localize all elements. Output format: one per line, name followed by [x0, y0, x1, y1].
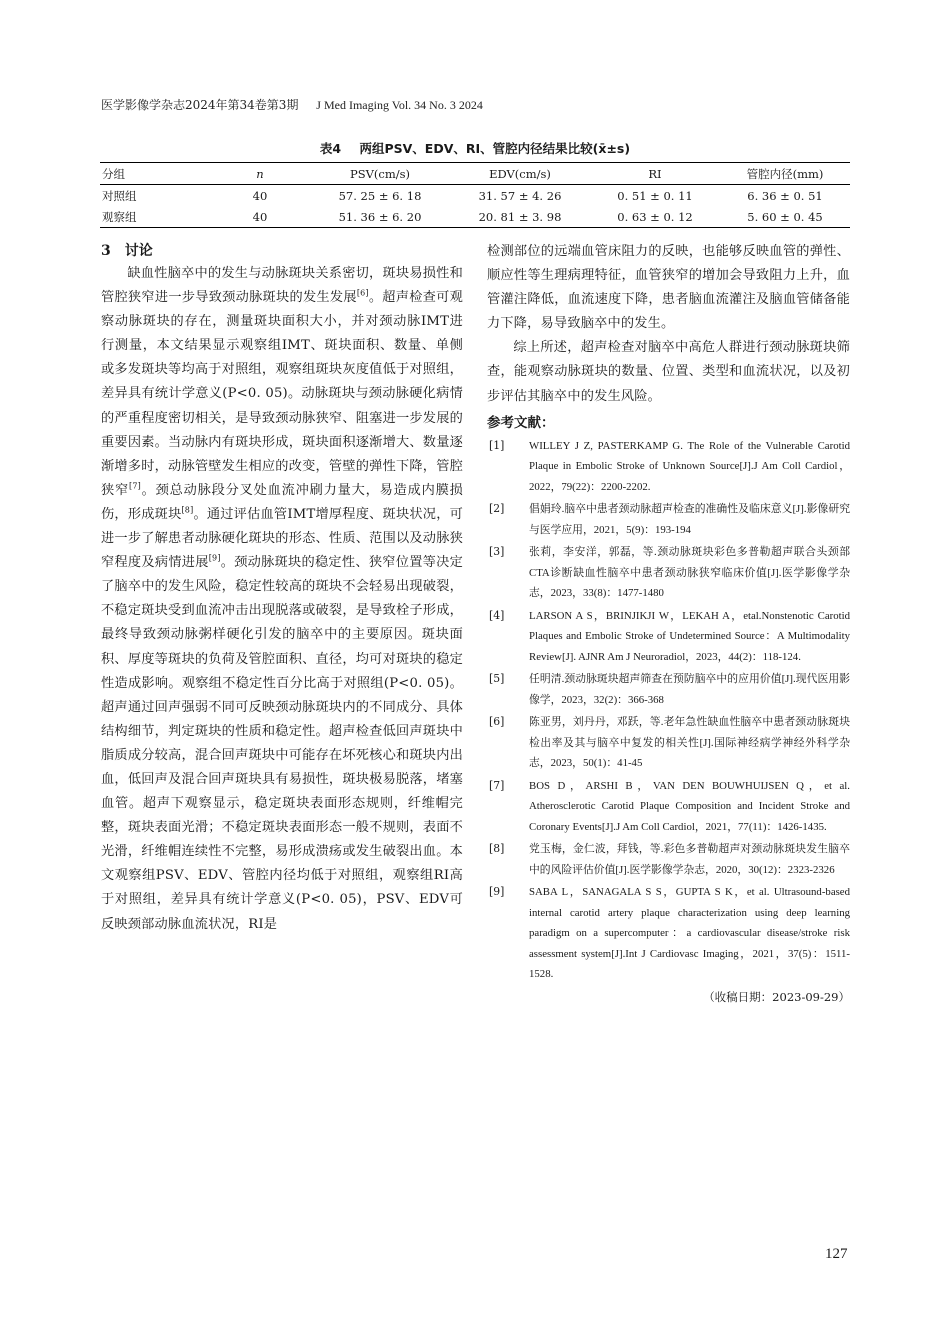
- reference-text: 张莉，李安洋，郭磊，等.颈动脉斑块彩色多普勒超声联合头颈部CTA诊断缺血性脑卒中患者颈动脉狭窄临床价值[J].医学影像学杂志，2023，33(8)：1477-1480: [529, 546, 850, 600]
- cell-edv: 20. 81 ± 3. 98: [478, 209, 562, 224]
- reference-item: [487, 606, 850, 668]
- reference-item: [487, 882, 850, 985]
- results-table: [100, 162, 850, 228]
- section-title: 讨论: [124, 243, 153, 259]
- table-caption: [0, 139, 950, 157]
- citation-ref: [9]: [208, 553, 221, 563]
- reference-text: WILLEY J Z, PASTERKAMP G. The Role of the Vulnerable Carotid Plaque in Embolic Stroke of Unknown Source[J].J Am Coll Cardiol，2022，79(22)：2200-2202.: [529, 439, 850, 493]
- left-column: [101, 240, 463, 937]
- reference-text: 陈亚男，刘丹丹，邓跃，等.老年急性缺血性脑卒中患者颈动脉斑块检出率及其与脑卒中复发的相关性[J].国际神经病学神经外科学杂志，2023，50(1)：41-45: [529, 716, 850, 770]
- reference-list: [487, 436, 850, 985]
- reference-item: [487, 542, 850, 604]
- text-run: 。超声检查可观察动脉斑块的存在，测量斑块面积大小，并对颈动脉IMT进行测量，本文结果显示观察组IMT、斑块面积、数量、单侧或多发斑块等均高于对照组，观察组斑块灰度值低于对照组，差异具有统计学意义(P<0. 05)。动脉斑块与颈动脉硬化病情的严重程度密切相关，是导致颈动脉狭窄、阻塞进一步发展的重要因素。当动脉内有斑块形成，斑块面积逐渐增大、数量逐渐增多时，动脉管壁发生相应的改变，管壁的弹性下降，管腔狭窄: [101, 290, 463, 498]
- discussion-paragraph-continued: 检测部位的远端血管床阻力的反映，也能够反映血管的弹性、顺应性等生理病理特征，血管狭窄的增加会导致阻力上升，血管灌注降低，血流速度下降，患者脑血流灌注及脑血管储备能力下降，易导致脑卒中的发生。: [487, 244, 850, 332]
- cell-psv: 57. 25 ± 6. 18: [338, 188, 422, 203]
- reference-text: 任明清.颈动脉斑块超声筛查在预防脑卒中的应用价值[J].现代医用影像学，2023，32(2)：366-368: [529, 673, 850, 706]
- reference-text: SABA L，SANAGALA S S，GUPTA S K，et al. Ultrasound-based internal carotid artery plaque characterization using deep learning paradigm on a supercomputer：a cardiovascular disease/stroke risk assessment system[J].Int J Cardiovasc Imaging，2021，37(5)：1511-1528.: [529, 886, 850, 981]
- cell-ri: 0. 51 ± 0. 11: [617, 188, 693, 203]
- col-header-lumen: 管腔内径(mm): [746, 166, 824, 181]
- col-header-psv: PSV(cm/s): [349, 166, 410, 181]
- reference-text: LARSON A S，BRINJIKJI W，LEKAH A，etal.Nonstenotic Carotid Plaques and Embolic Stroke of Undetermined Source：A Multimodality Review[J]. AJNR Am J Neuroradiol，2023，44(2)：118-124.: [529, 609, 850, 663]
- table-header-row: [100, 163, 850, 185]
- col-header-edv: EDV(cm/s): [489, 166, 551, 181]
- cell-ri: 0. 63 ± 0. 12: [617, 209, 693, 224]
- citation-ref: [8]: [181, 505, 194, 515]
- text-run: 。通过评估血管IMT增厚程度、斑块状况，可进一步了解患者动脉硬化斑块的形态、性质、范围以及动脉狭窄程度及病情进展: [101, 506, 463, 571]
- journal-title-en: J Med Imaging Vol. 34 No. 3 2024: [316, 98, 483, 112]
- citation-ref: [7]: [129, 481, 141, 491]
- reference-text: 倡娟玲.脑卒中患者颈动脉超声检查的准确性及临床意义[J].影像研究与医学应用，2021，5(9)：193-194: [529, 503, 850, 536]
- reference-item: [487, 436, 850, 498]
- reference-number: [2]: [489, 502, 505, 516]
- cell-lumen: 6. 36 ± 0. 51: [747, 188, 823, 203]
- reference-item: [487, 669, 850, 710]
- col-header-group: 分组: [102, 166, 125, 181]
- table-label: 表4: [319, 141, 342, 156]
- reference-text: BOS D，ARSHI B，VAN DEN BOUWHUIJSEN Q，et al. Atherosclerotic Carotid Plaque Composition and Incident Stroke and Coronary Events[J].J Am Coll Cardiol，2021，77(11)：1426-1435.: [529, 779, 850, 833]
- cell-psv: 51. 36 ± 6. 20: [338, 209, 422, 224]
- cell-edv: 31. 57 ± 4. 26: [478, 188, 562, 203]
- text-run: 。颈总动脉段分叉处血流冲刷力量大，易造成内膜损伤，形成斑块: [101, 482, 463, 522]
- section-number: 3: [101, 243, 111, 259]
- table-title: 两组PSV、EDV、RI、管腔内径结果比较(x̄±s): [359, 141, 631, 156]
- right-column: [487, 240, 850, 1005]
- reference-number: [8]: [489, 842, 505, 856]
- discussion-paragraph: [101, 262, 463, 937]
- text-run: 缺血性脑卒中的发生与动脉斑块关系密切，斑块易损性和管腔狭窄进一步导致颈动脉斑块的发生发展: [101, 266, 463, 306]
- reference-number: [4]: [489, 608, 505, 622]
- table-row: [100, 185, 850, 207]
- table-row: [100, 206, 850, 228]
- summary-paragraph: 综上所述，超声检查对脑卒中高危人群进行颈动脉斑块筛查，能观察动脉斑块的数量、位置、类型和血流状况，以及初步评估其脑卒中的发生风险。: [487, 340, 850, 404]
- cell-n: 40: [252, 209, 268, 224]
- section-heading: [101, 240, 463, 262]
- references-heading: 参考文献：: [487, 414, 555, 431]
- text-run: 。颈动脉斑块的稳定性、狭窄位置等决定了脑卒中的发生风险，稳定性较高的斑块不会轻易出现破裂，不稳定斑块受到血流冲击出现脱落或破裂，是导致栓子形成，最终导致颈动脉粥样硬化引发的脑卒中的主要原因。斑块面积、厚度等斑块的负荷及管腔面积、直径，均可对斑块的稳定性造成影响。观察组不稳定性百分比高于对照组(P<0. 05)。超声通过回声强弱不同可反映颈动脉斑块内的不同成分、具体结构细节，判定斑块的性质和稳定性。超声检查低回声斑块中脂质成分较高，混合回声斑块中可能存在坏死核心和斑块内出血，低回声及混合回声斑块具有易损性，斑块极易脱落，堵塞血管。超声下观察显示，稳定斑块表面形态规则，纤维帽完整，斑块表面光滑；不稳定斑块表面形态一般不规则，表面不光滑，纤维帽连续性不完整，易形成溃疡或发生破裂出血。本文观察组PSV、EDV、管腔内径均低于对照组，观察组RI高于对照组，差异具有统计学意义(P<0. 05)，PSV、EDV可反映颈部动脉血流状况，RI是: [101, 555, 463, 932]
- citation-ref: [6]: [356, 288, 369, 298]
- reference-number: [3]: [489, 545, 505, 559]
- cell-group: 对照组: [102, 188, 137, 203]
- reference-item: [487, 839, 850, 880]
- received-date: （收稿日期：2023-09-29）: [703, 989, 850, 1004]
- reference-number: [6]: [489, 715, 505, 729]
- page-number: 127: [825, 1246, 848, 1262]
- reference-item: [487, 776, 850, 838]
- reference-item: [487, 712, 850, 774]
- reference-number: [1]: [489, 438, 505, 452]
- cell-group: 观察组: [102, 209, 137, 224]
- running-header: [101, 96, 483, 113]
- reference-text: 党玉梅，金仁波，拜钱，等.彩色多普勒超声对颈动脉斑块发生脑卒中的风险评估价值[J].医学影像学杂志，2020，30(12)：2323-2326: [529, 843, 850, 876]
- reference-number: [7]: [489, 778, 505, 792]
- reference-item: [487, 499, 850, 540]
- col-header-n: n: [256, 166, 264, 181]
- reference-number: [5]: [489, 672, 505, 686]
- col-header-ri: RI: [648, 166, 662, 181]
- journal-title-cn: 医学影像学杂志2024年第34卷第3期: [101, 98, 299, 112]
- cell-n: 40: [252, 188, 268, 203]
- reference-number: [9]: [489, 885, 505, 899]
- cell-lumen: 5. 60 ± 0. 45: [747, 209, 823, 224]
